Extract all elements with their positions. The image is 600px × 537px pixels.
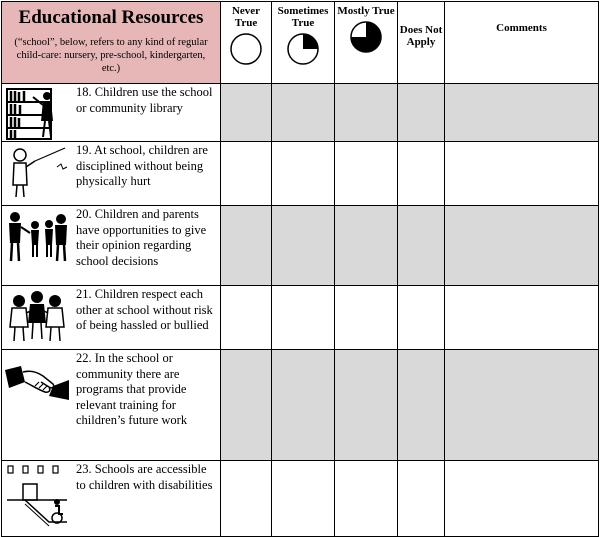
sometimes-true-cell[interactable] [272,142,335,206]
mostly-true-cell[interactable] [335,206,398,286]
mostly-true-cell[interactable] [335,286,398,350]
item-cell [2,84,221,142]
does-not-apply-cell[interactable] [398,286,445,350]
does-not-apply-cell[interactable] [398,206,445,286]
column-label: Sometimes True [277,5,329,29]
column-sometimes-true [272,2,335,84]
parents-children-icon [5,209,69,265]
mostly-true-cell[interactable] [335,350,398,461]
never-true-cell[interactable] [221,461,272,537]
column-mostly-true [335,2,398,84]
children-group-icon [5,289,69,345]
never-true-cell[interactable] [221,84,272,142]
survey-table [1,1,599,537]
mostly-true-cell[interactable] [335,461,398,537]
item-text: 20. Children and parents have opportunities to give their opinion regarding school decisions [76,207,207,268]
does-not-apply-cell[interactable] [398,350,445,461]
comments-cell[interactable] [445,84,599,142]
column-never-true [221,2,272,84]
item-text: 21. Children respect each other at school without risk of being hassled or bullied [76,287,213,332]
quarter-circle-icon [286,32,320,66]
handshake-icon [5,360,69,404]
comments-cell[interactable] [445,461,599,537]
library-bookshelf-icon [5,87,69,141]
teacher-pointer-icon [5,145,69,199]
never-true-cell[interactable] [221,286,272,350]
sometimes-true-cell[interactable] [272,461,335,537]
table-row [2,206,599,286]
comments-cell[interactable] [445,206,599,286]
section-title: Educational Resources [18,7,204,28]
table-row [2,286,599,350]
comments-cell[interactable] [445,142,599,206]
item-cell [2,286,221,350]
column-label: Does Not Apply [399,24,443,48]
table-row [2,142,599,206]
item-text: 22. In the school or community there are programs that provide relevant training for children’s future work [76,351,188,427]
empty-circle-icon [229,32,263,66]
item-cell [2,206,221,286]
sometimes-true-cell[interactable] [272,286,335,350]
sometimes-true-cell[interactable] [272,350,335,461]
table-row [2,350,599,461]
does-not-apply-cell[interactable] [398,84,445,142]
never-true-cell[interactable] [221,350,272,461]
section-subtitle: (“school”, below, refers to any kind of regular child-care: nursery, pre-school, kindergarten, etc.) [14,37,208,74]
sometimes-true-cell[interactable] [272,206,335,286]
item-cell [2,461,221,537]
comments-cell[interactable] [445,286,599,350]
header-row [2,2,599,84]
never-true-cell[interactable] [221,206,272,286]
column-does-not-apply [398,2,445,84]
table-row [2,461,599,537]
item-text: 18. Children use the school or community library [76,85,213,115]
three-quarter-circle-icon [349,20,383,54]
column-label: Never True [231,5,261,29]
never-true-cell[interactable] [221,142,272,206]
item-text: 19. At school, children are disciplined without being physically hurt [76,143,208,188]
does-not-apply-cell[interactable] [398,461,445,537]
comments-cell[interactable] [445,350,599,461]
section-header [2,2,221,84]
column-label: Mostly True [337,5,395,17]
item-cell [2,142,221,206]
wheelchair-ramp-icon [5,464,69,530]
table-row [2,84,599,142]
item-text: 23. Schools are accessible to children with disabilities [76,462,213,492]
item-cell [2,350,221,461]
mostly-true-cell[interactable] [335,84,398,142]
sometimes-true-cell[interactable] [272,84,335,142]
does-not-apply-cell[interactable] [398,142,445,206]
mostly-true-cell[interactable] [335,142,398,206]
column-comments [445,2,599,84]
column-label: Comments [496,22,547,34]
